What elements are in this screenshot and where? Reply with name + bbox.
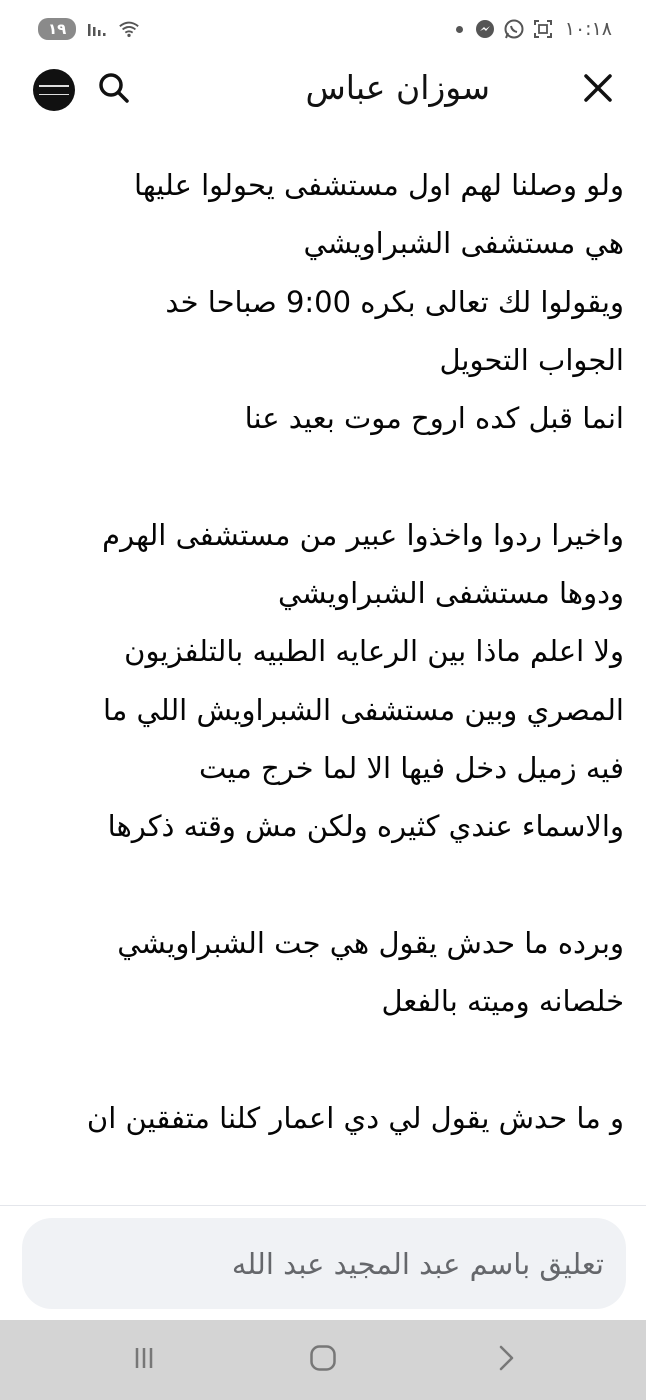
post-line-blank: [4, 856, 624, 914]
search-icon: [96, 70, 132, 110]
post-line: ودوها مستشفى الشبراويشي: [277, 576, 624, 611]
post-line: ويقولوا لك تعالى بكره 9:00 صباحا خد: [165, 284, 624, 319]
screenshot-icon: [532, 18, 554, 40]
messenger-icon: [474, 18, 496, 40]
post-line: هي مستشفى الشبراويشي: [303, 226, 624, 261]
search-button[interactable]: [92, 70, 136, 110]
post-line: ولا اعلم ماذا بين الرعايه الطبيه بالتلفزيون: [124, 634, 624, 669]
page-title: سوزان عباس: [305, 68, 490, 107]
status-right: [456, 18, 612, 40]
post-line: و ما حدش يقول لي دي اعمار كلنا متفقين ان: [86, 1100, 624, 1135]
post-line-blank: [4, 1030, 624, 1088]
header: [0, 58, 646, 120]
system-nav-bar: [0, 1320, 646, 1400]
comment-input[interactable]: [22, 1218, 626, 1309]
post-line: والاسماء عندي كثيره ولكن مش وقته ذكرها: [107, 809, 624, 844]
notification-dot-icon: [456, 26, 463, 33]
comment-bar: [0, 1205, 646, 1320]
avatar-logo-icon: [39, 85, 69, 95]
post-content[interactable]: [0, 120, 646, 1205]
post-line: فيه زميل دخل فيها الا لما خرج ميت: [198, 750, 624, 785]
status-left: [38, 18, 140, 40]
recents-icon: [129, 1343, 159, 1377]
avatar[interactable]: [33, 69, 75, 111]
post-text: [4, 156, 624, 1147]
status-time: ١٠:١٨: [564, 18, 612, 40]
signal-icon: [86, 18, 108, 40]
post-line: المصري وبين مستشفى الشبراويش اللي ما: [102, 692, 624, 727]
post-line: خلصانه وميته بالفعل: [381, 984, 624, 1019]
home-button[interactable]: [301, 1340, 345, 1380]
post-line: واخيرا ردوا واخذوا عبير من مستشفى الهرم: [102, 517, 624, 552]
post-line: انما قبل كده اروح موت بعيد عنا: [244, 401, 624, 436]
battery-indicator: ١٩: [38, 18, 76, 40]
recents-button[interactable]: [122, 1340, 166, 1380]
whatsapp-icon: [503, 18, 525, 40]
post-line: الجواب التحويل: [439, 342, 624, 377]
close-icon: [582, 72, 614, 108]
post-line-blank: [4, 447, 624, 505]
wifi-icon: [118, 18, 140, 40]
close-button[interactable]: [576, 70, 620, 110]
post-line: وبرده ما حدش يقول هي جت الشبراويشي: [117, 925, 624, 960]
comment-placeholder: تعليق باسم عبد المجيد عبد الله: [231, 1246, 604, 1281]
home-icon: [308, 1343, 338, 1377]
post-line: ولو وصلنا لهم اول مستشفى يحولوا عليها: [134, 168, 624, 202]
back-button[interactable]: [484, 1340, 528, 1380]
status-bar: [0, 0, 646, 58]
back-icon: [491, 1343, 521, 1377]
